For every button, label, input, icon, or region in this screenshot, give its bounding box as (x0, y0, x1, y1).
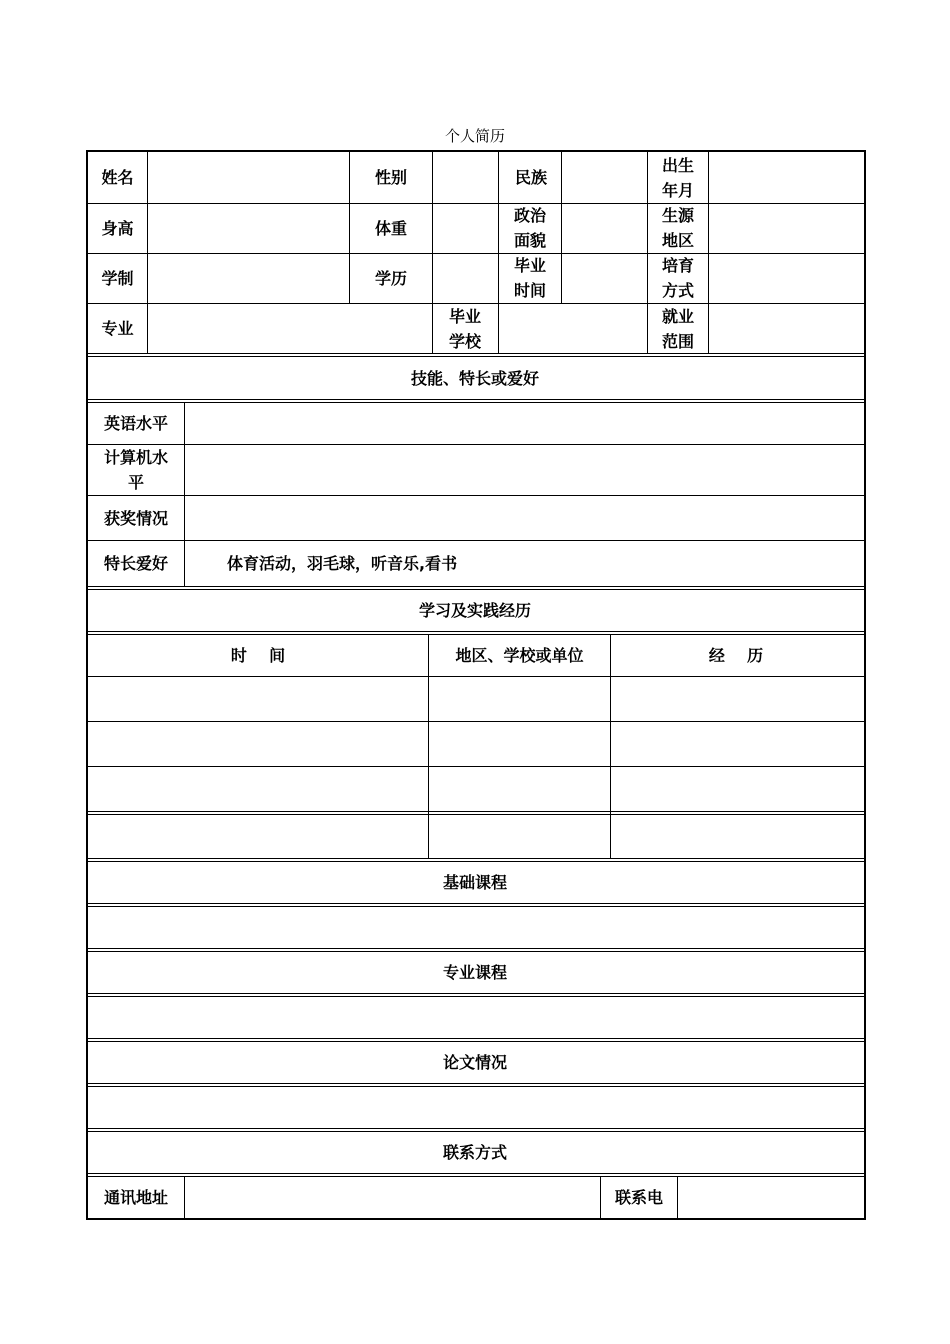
phone-label: 联系电 (614, 1188, 663, 1207)
phone-field[interactable] (678, 1177, 861, 1218)
major-courses-field[interactable] (88, 997, 862, 1038)
origin-label: 生源地区 (661, 206, 694, 250)
thesis-field[interactable] (88, 1087, 862, 1128)
english-field[interactable] (185, 403, 861, 444)
ethnicity-label: 民族 (515, 168, 548, 187)
exp-place-cell[interactable] (429, 815, 610, 859)
computer-label: 计算机水平 (103, 448, 168, 492)
col-divider (647, 152, 648, 354)
exp-detail-cell[interactable] (611, 722, 861, 766)
grad-time-label: 毕业时间 (513, 256, 546, 300)
exp-detail-cell[interactable] (611, 677, 861, 721)
employment-label: 就业范围 (661, 306, 694, 351)
employment-field[interactable] (709, 303, 861, 354)
col-exp-header: 经 历 (708, 646, 764, 665)
grad-time-field[interactable] (562, 253, 647, 303)
education-field[interactable] (433, 253, 498, 303)
training-field[interactable] (709, 253, 861, 303)
exp-place-cell[interactable] (429, 722, 610, 766)
col-divider (432, 303, 433, 354)
political-field[interactable] (562, 203, 647, 253)
address-label: 通讯地址 (103, 1188, 168, 1207)
schooling-field[interactable] (148, 253, 349, 303)
exp-place-cell[interactable] (429, 677, 610, 721)
english-label: 英语水平 (103, 414, 168, 433)
major-label: 专业 (101, 319, 134, 338)
school-field[interactable] (499, 303, 647, 354)
gender-field[interactable] (433, 152, 498, 203)
school-label: 毕业学校 (448, 306, 481, 351)
birth-label: 出生年月 (661, 155, 694, 200)
gender-label: 性别 (374, 168, 407, 187)
training-label: 培育方式 (661, 256, 694, 300)
exp-time-cell[interactable] (88, 767, 428, 811)
ethnicity-field[interactable] (562, 152, 647, 203)
name-field[interactable] (148, 152, 349, 203)
hobbies-value[interactable]: 体育活动，羽毛球，听音乐,看书 (227, 554, 458, 573)
skills-heading: 技能、特长或爱好 (410, 368, 539, 388)
major-courses-heading: 专业课程 (442, 963, 507, 982)
experience-heading: 学习及实践经历 (418, 601, 531, 620)
major-field[interactable] (148, 303, 432, 354)
exp-detail-cell[interactable] (611, 767, 861, 811)
contact-heading: 联系方式 (442, 1143, 507, 1162)
thesis-heading: 论文情况 (442, 1053, 507, 1072)
name-label: 姓名 (101, 168, 134, 187)
education-label: 学历 (374, 268, 407, 288)
exp-detail-cell[interactable] (611, 815, 861, 859)
computer-field[interactable] (185, 445, 861, 495)
birth-field[interactable] (709, 152, 861, 203)
weight-label: 体重 (374, 218, 407, 238)
col-place-header: 地区、学校或单位 (455, 646, 584, 665)
political-label: 政治面貌 (513, 206, 546, 250)
col-time-header: 时 间 (230, 646, 286, 665)
awards-label: 获奖情况 (103, 508, 168, 528)
awards-field[interactable] (185, 496, 861, 540)
height-label: 身高 (101, 218, 134, 238)
basic-courses-field[interactable] (88, 907, 862, 948)
exp-time-cell[interactable] (88, 677, 428, 721)
basic-courses-heading: 基础课程 (442, 873, 507, 892)
address-field[interactable] (185, 1177, 600, 1218)
exp-time-cell[interactable] (88, 815, 428, 859)
exp-place-cell[interactable] (429, 767, 610, 811)
exp-time-cell[interactable] (88, 722, 428, 766)
weight-field[interactable] (433, 203, 498, 253)
hobbies-label: 特长爱好 (103, 554, 168, 573)
schooling-label: 学制 (101, 268, 134, 288)
height-field[interactable] (148, 203, 349, 253)
origin-field[interactable] (709, 203, 861, 253)
page-title: 个人简历 (444, 127, 505, 145)
